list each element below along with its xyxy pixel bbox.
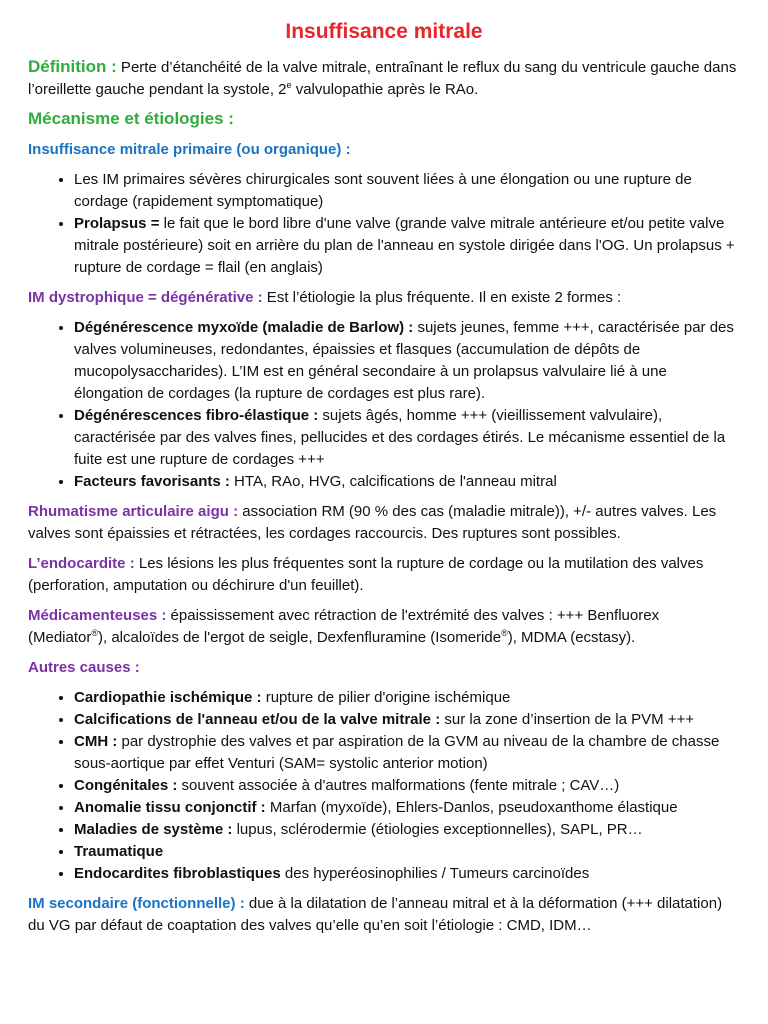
dystrophic-list <box>28 317 740 493</box>
item-text: lupus, sclérodermie (étiologies exceptionnelles), SAPL, PR… <box>232 821 643 838</box>
page-title: Insuffisance mitrale <box>285 20 483 43</box>
registered-mark: ® <box>501 628 508 638</box>
primary-list <box>28 169 740 279</box>
endocarditis-heading: L’endocardite : <box>28 555 135 572</box>
list-item <box>74 317 740 405</box>
definition-paragraph <box>28 56 740 101</box>
list-item <box>74 687 740 709</box>
dystrophic-paragraph <box>28 287 740 309</box>
item-bold: Prolapsus = <box>74 215 160 232</box>
item-bold: Dégénérescence myxoïde (maladie de Barlow) : <box>74 319 414 336</box>
endocarditis-text: Les lésions les plus fréquentes sont la rupture de cordage ou la mutilation des valves (perforation, amputation ou déchirure d'un feuillet). <box>28 555 704 594</box>
item-text: sujets jeunes, femme +++, caractérisée par des valves volumineuses, redondantes, épaissies et flasques (accumulation de dépôts de mucopolysaccharides). L’IM est en général secondaire à un prolapsus valvulaire lié à une élongation de cordages (la rupture de cordages est plus rare). <box>74 319 734 402</box>
list-item <box>74 213 740 279</box>
list-item <box>74 775 740 797</box>
item-bold: Dégénérescences fibro-élastique : <box>74 407 319 424</box>
item-text: Marfan (myxoïde), Ehlers-Danlos, pseudoxanthome élastique <box>265 799 678 816</box>
drugs-paragraph <box>28 605 740 649</box>
drugs-text-3: ), MDMA (ecstasy). <box>507 629 636 646</box>
list-item <box>74 863 740 885</box>
item-bold: CMH : <box>74 733 118 750</box>
list-item <box>74 819 740 841</box>
definition-label: Définition : <box>28 57 117 76</box>
primary-heading: Insuffisance mitrale primaire (ou organique) : <box>28 141 351 158</box>
item-bold: Endocardites fibroblastiques <box>74 865 281 882</box>
endocarditis-paragraph <box>28 553 740 597</box>
drugs-text-2: ), alcaloïdes de l'ergot de seigle, Dexfenfluramine (Isomeride <box>98 629 502 646</box>
other-list <box>28 687 740 885</box>
rheumatism-paragraph <box>28 501 740 545</box>
secondary-text: due à la dilatation de l’anneau mitral et à la déformation (+++ dilatation) du VG par défaut de coaptation des valves qu’elle qu’en soit l’étiologie : CMD, IDM… <box>28 895 723 934</box>
item-text: sur la zone d’insertion de la PVM +++ <box>440 711 695 728</box>
definition-superscript: e <box>286 80 292 90</box>
drugs-heading: Médicamenteuses : <box>28 607 167 624</box>
list-item <box>74 471 740 493</box>
item-text: rupture de pilier d'origine ischémique <box>261 689 511 706</box>
item-text: Les IM primaires sévères chirurgicales sont souvent liées à une élongation ou une rupture de cordage (rapidement symptomatique) <box>74 171 692 210</box>
definition-text-end: valvulopathie après le RAo. <box>291 81 479 98</box>
definition-text: Perte d’étanchéité de la valve mitrale, entraînant le reflux du sang du ventricule gauche dans l’oreillette gauche pendant la systole, 2 <box>28 59 737 98</box>
list-item <box>74 841 740 863</box>
item-text: des hyperéosinophilies / Tumeurs carcinoïdes <box>280 865 590 882</box>
registered-mark: ® <box>91 628 98 638</box>
item-text: par dystrophie des valves et par aspiration de la GVM au niveau de la chambre de chasse sous-aortique par effet Venturi (SAM= systolic anterior motion) <box>74 733 720 772</box>
item-bold: Anomalie tissu conjonctif : <box>74 799 266 816</box>
dystrophic-heading: IM dystrophique = dégénérative : <box>28 289 263 306</box>
secondary-heading: IM secondaire (fonctionnelle) : <box>28 895 245 912</box>
other-heading-paragraph <box>28 657 740 679</box>
item-bold: Calcifications de l'anneau et/ou de la valve mitrale : <box>74 711 441 728</box>
list-item <box>74 405 740 471</box>
primary-heading-paragraph <box>28 139 740 161</box>
item-bold: Cardiopathie ischémique : <box>74 689 262 706</box>
item-bold: Traumatique <box>74 843 164 860</box>
drugs-text: épaississement avec rétraction de l'extrémité des valves : +++ Benfluorex (Mediator <box>28 607 660 646</box>
list-item <box>74 731 740 775</box>
item-text: HTA, RAo, HVG, calcifications de l'anneau mitral <box>229 473 557 490</box>
item-bold: Facteurs favorisants : <box>74 473 230 490</box>
dystrophic-text: Est l’étiologie la plus fréquente. Il en existe 2 formes : <box>262 289 622 306</box>
item-bold: Congénitales : <box>74 777 178 794</box>
list-item <box>74 797 740 819</box>
rheumatism-heading: Rhumatisme articulaire aigu : <box>28 503 239 520</box>
rheumatism-text: association RM (90 % des cas (maladie mitrale)), +/- autres valves. Les valves sont épaissies et rétractées, les cordages raccourcis. Des ruptures sont possibles. <box>28 503 717 542</box>
other-heading: Autres causes : <box>28 659 140 676</box>
item-text: souvent associée à d'autres malformations (fente mitrale ; CAV…) <box>177 777 620 794</box>
secondary-paragraph <box>28 893 740 937</box>
item-text: le fait que le bord libre d'une valve (grande valve mitrale antérieure et/ou petite valve mitrale postérieure) soit en arrière du plan de l'anneau en systole dirigée dans l'OG. Un prolapsus + rupture de cordage = flail (en anglais) <box>74 215 735 276</box>
list-item <box>74 709 740 731</box>
mechanism-title: Mécanisme et étiologies : <box>28 109 234 128</box>
item-bold: Maladies de système : <box>74 821 233 838</box>
list-item <box>74 169 740 213</box>
item-text: sujets âgés, homme +++ (vieillissement valvulaire), caractérisée par des valves fines, pellucides et des cordages étirés. Le mécanisme essentiel de la fuite est une rupture de cordages +++ <box>74 407 726 468</box>
